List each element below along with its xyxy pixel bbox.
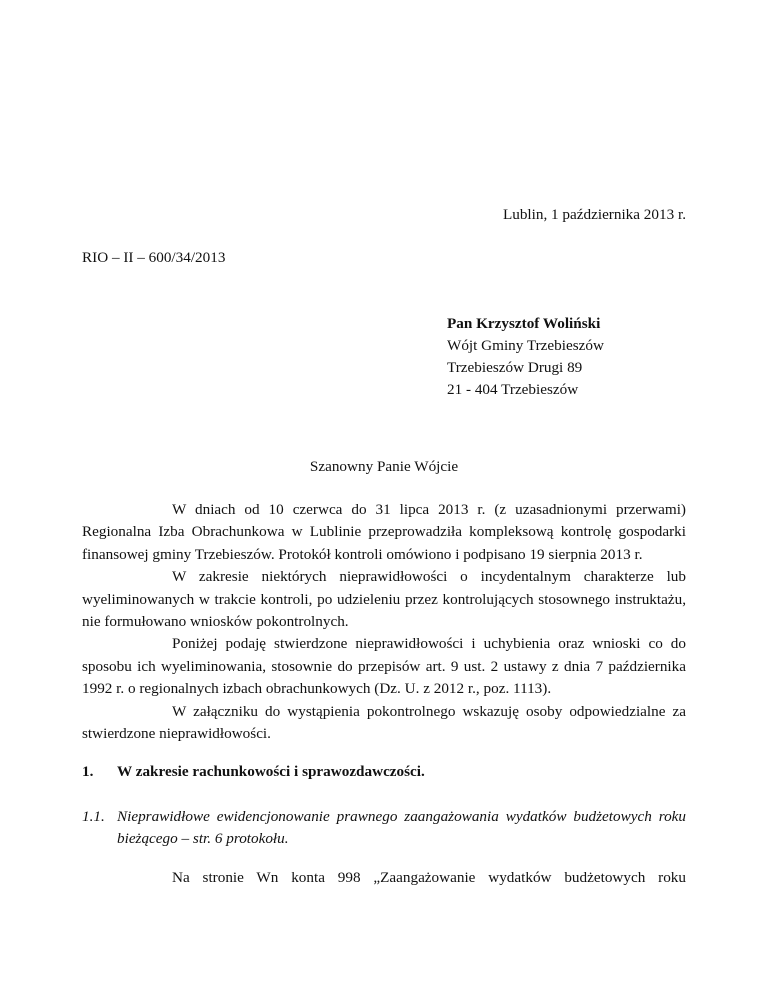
section-number: 1. (82, 763, 94, 780)
body-paragraph: W załączniku do wystąpienia pokontrolnego wskazuję osoby odpowiedzialne za stwierdzone nieprawidłowości. (82, 702, 686, 743)
body-paragraph: W dniach od 10 czerwca do 31 lipca 2013 r. (z uzasadnionymi przerwami) Regionalna Izba Obrachunkowa w Lublinie przeprowadziła kompleksową kontrolę gospodarki finansowej gminy Trzebieszów. Protokół kontroli omówiono i podpisano 19 sierpnia 2013 r. (82, 501, 686, 563)
body-text-line: Na stronie Wn konta 998 „Zaangażowanie wydatków budżetowych roku (172, 869, 686, 886)
letter-date: Lublin, 1 października 2013 r. (502, 206, 686, 223)
subsection-number: 1.1. (82, 808, 105, 825)
salutation: Szanowny Panie Wójcie (309, 458, 459, 475)
section-heading (82, 764, 686, 779)
addressee-street: Trzebieszów Drugi 89 (447, 359, 583, 376)
letter-body (82, 499, 686, 745)
subsection-title: Nieprawidłowe ewidencjonowanie prawnego zaangażowania wydatków budżetowych roku bieżącego – str. 6 protokołu. (117, 808, 686, 848)
addressee-name: Pan Krzysztof Woliński (447, 315, 601, 332)
subsection-heading (82, 806, 686, 851)
addressee-postal: 21 - 404 Trzebieszów (447, 381, 579, 398)
body-paragraph: Poniżej podaję stwierdzone nieprawidłowości i uchybienia oraz wnioski co do sposobu ich wyeliminowania, stosownie do przepisów art. 9 ust. 2 ustawy z dnia 7 października 1992 r. o regionalnych izbach obrachunkowych (Dz. U. z 2012 r., poz. 1113). (82, 635, 686, 698)
body-paragraph: W zakresie niektórych nieprawidłowości o incydentalnym charakterze lub wyeliminowanych w trakcie kontroli, po udzieleniu przez kontrolujących stosownego instruktażu, nie formułowano wniosków pokontrolnych. (82, 568, 686, 631)
addressee-position: Wójt Gminy Trzebieszów (447, 337, 604, 354)
reference-number: RIO – II – 600/34/2013 (82, 249, 226, 266)
section-title: W zakresie rachunkowości i sprawozdawczości. (117, 763, 425, 780)
